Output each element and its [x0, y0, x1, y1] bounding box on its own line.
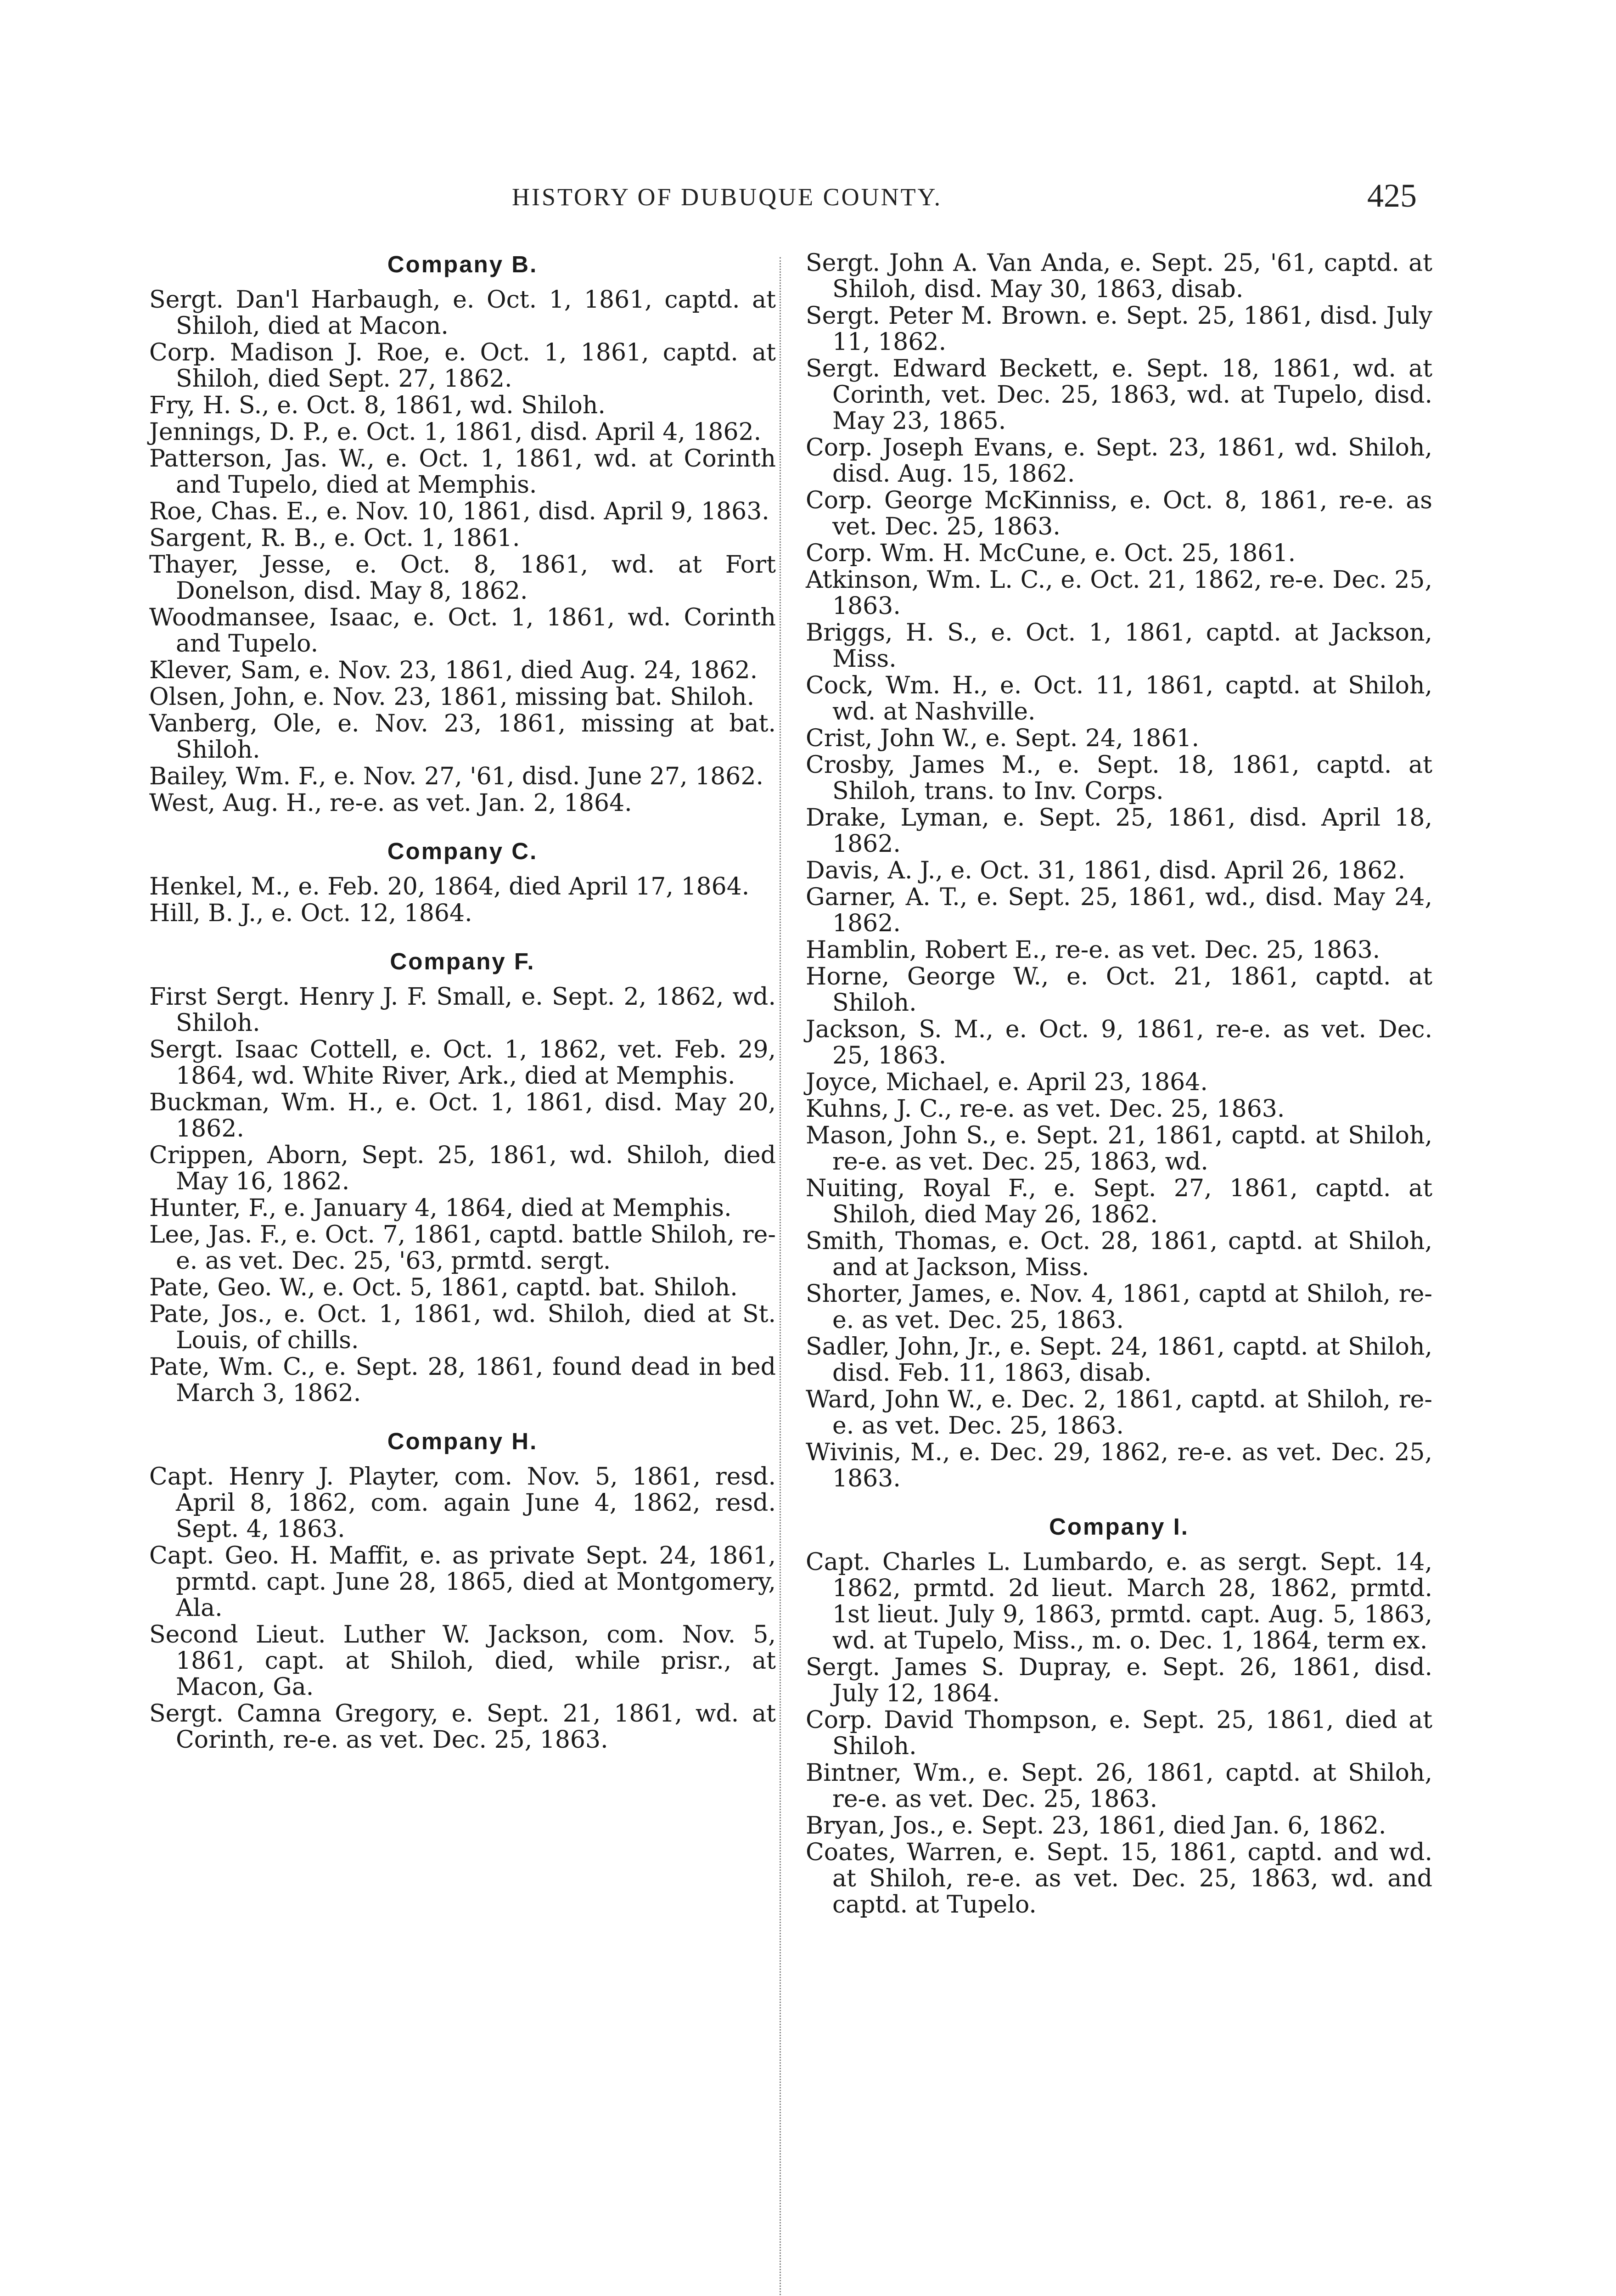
roster-entry: Capt. Charles L. Lumbardo, e. as sergt. Sept. 14, 1862, prmtd. 2d lieut. March 28, 1862, prmtd. 1st lieut. July 9, 1863, prmtd. capt. Aug. 5, 1863, wd. at Tupelo, Miss., m. o. Dec. 1, 1864, term ex. — [806, 1548, 1432, 1654]
roster-entry: Woodmansee, Isaac, e. Oct. 1, 1861, wd. Corinth and Tupelo. — [149, 604, 776, 658]
roster-entry: Mason, John S., e. Sept. 21, 1861, captd. at Shiloh, re-e. as vet. Dec. 25, 1863, wd. — [806, 1122, 1432, 1176]
roster-entry: Sadler, John, Jr., e. Sept. 24, 1861, captd. at Shiloh, disd. Feb. 11, 1863, disab. — [806, 1333, 1432, 1387]
roster-entry: Second Lieut. Luther W. Jackson, com. Nov. 5, 1861, capt. at Shiloh, died, while prisr., at Macon, Ga. — [149, 1621, 776, 1701]
roster-entry: Sergt. John A. Van Anda, e. Sept. 25, '61, captd. at Shiloh, disd. May 30, 1863, disab. — [806, 249, 1432, 303]
roster-entry: Roe, Chas. E., e. Nov. 10, 1861, disd. April 9, 1863. — [149, 498, 769, 525]
roster-entry: Vanberg, Ole, e. Nov. 23, 1861, missing at bat. Shiloh. — [149, 710, 776, 764]
roster-entry: Olsen, John, e. Nov. 23, 1861, missing bat. Shiloh. — [149, 683, 755, 711]
roster-entry: Shorter, James, e. Nov. 4, 1861, captd at Shiloh, re-e. as vet. Dec. 25, 1863. — [806, 1280, 1432, 1334]
roster-entry: Joyce, Michael, e. April 23, 1864. — [806, 1069, 1208, 1096]
roster-entry: Crist, John W., e. Sept. 24, 1861. — [806, 725, 1200, 752]
roster-entry: Sergt. Camna Gregory, e. Sept. 21, 1861, wd. at Corinth, re-e. as vet. Dec. 25, 1863. — [149, 1700, 776, 1754]
roster-entry: Briggs, H. S., e. Oct. 1, 1861, captd. at Jackson, Miss. — [806, 619, 1432, 673]
roster-entry: Crosby, James M., e. Sept. 18, 1861, captd. at Shiloh, trans. to Inv. Corps. — [806, 751, 1432, 805]
column-divider — [780, 257, 781, 2296]
roster-entry: Pate, Jos., e. Oct. 1, 1861, wd. Shiloh, died at St. Louis, of chills. — [149, 1300, 776, 1354]
roster-entry: Jackson, S. M., e. Oct. 9, 1861, re-e. as vet. Dec. 25, 1863. — [806, 1016, 1432, 1069]
left-column — [149, 250, 776, 1754]
roster-entry: Atkinson, Wm. L. C., e. Oct. 21, 1862, re-e. Dec. 25, 1863. — [806, 566, 1432, 620]
roster-entry: Corp. George McKinniss, e. Oct. 8, 1861, re-e. as vet. Dec. 25, 1863. — [806, 487, 1432, 540]
roster-entry: Hamblin, Robert E., re-e. as vet. Dec. 25, 1863. — [806, 936, 1380, 964]
company-h-continued-entries — [806, 250, 1432, 1492]
running-head: HISTORY OF DUBUQUE COUNTY. — [512, 183, 943, 211]
roster-entry: Jennings, D. P., e. Oct. 1, 1861, disd. April 4, 1862. — [149, 418, 762, 446]
roster-entry: Horne, George W., e. Oct. 21, 1861, captd. at Shiloh. — [806, 963, 1432, 1017]
roster-entry: Hill, B. J., e. Oct. 12, 1864. — [149, 900, 472, 927]
roster-entry: Corp. Wm. H. McCune, e. Oct. 25, 1861. — [806, 540, 1296, 567]
roster-entry: Patterson, Jas. W., e. Oct. 1, 1861, wd. at Corinth and Tupelo, died at Memphis. — [149, 445, 776, 499]
company-b-heading: Company B. — [387, 251, 538, 277]
roster-entry: Corp. David Thompson, e. Sept. 25, 1861, died at Shiloh. — [806, 1706, 1432, 1760]
company-i-entries — [806, 1549, 1432, 1918]
company-i-heading: Company I. — [1049, 1514, 1189, 1540]
roster-entry: Hunter, F., e. January 4, 1864, died at Memphis. — [149, 1194, 732, 1222]
roster-entry: Sergt. Dan'l Harbaugh, e. Oct. 1, 1861, captd. at Shiloh, died at Macon. — [149, 286, 776, 340]
roster-entry: Sergt. Peter M. Brown. e. Sept. 25, 1861, disd. July 11, 1862. — [806, 302, 1432, 356]
roster-entry: Sargent, R. B., e. Oct. 1, 1861. — [149, 524, 520, 552]
roster-entry: West, Aug. H., re-e. as vet. Jan. 2, 1864. — [149, 789, 632, 817]
roster-entry: Bailey, Wm. F., e. Nov. 27, '61, disd. June 27, 1862. — [149, 763, 763, 790]
company-c-entries — [149, 874, 776, 927]
roster-entry: Corp. Madison J. Roe, e. Oct. 1, 1861, captd. at Shiloh, died Sept. 27, 1862. — [149, 339, 776, 393]
roster-entry: First Sergt. Henry J. F. Small, e. Sept. 2, 1862, wd. Shiloh. — [149, 983, 776, 1037]
roster-entry: Buckman, Wm. H., e. Oct. 1, 1861, disd. May 20, 1862. — [149, 1089, 776, 1142]
company-h-entries — [149, 1464, 776, 1753]
company-f-entries — [149, 984, 776, 1407]
roster-entry: Coates, Warren, e. Sept. 15, 1861, captd. and wd. at Shiloh, re-e. as vet. Dec. 25, 1863, wd. and captd. at Tupelo. — [806, 1839, 1432, 1919]
roster-entry: Sergt. Isaac Cottell, e. Oct. 1, 1862, vet. Feb. 29, 1864, wd. White River, Ark., died at Memphis. — [149, 1036, 776, 1090]
roster-entry: Fry, H. S., e. Oct. 8, 1861, wd. Shiloh. — [149, 392, 606, 419]
roster-entry: Capt. Geo. H. Maffit, e. as private Sept. 24, 1861, prmtd. capt. June 28, 1865, died at Montgomery, Ala. — [149, 1542, 776, 1622]
roster-entry: Drake, Lyman, e. Sept. 25, 1861, disd. April 18, 1862. — [806, 804, 1432, 858]
roster-entry: Lee, Jas. F., e. Oct. 7, 1861, captd. battle Shiloh, re-e. as vet. Dec. 25, '63, prmtd. sergt. — [149, 1221, 776, 1275]
roster-entry: Kuhns, J. C., re-e. as vet. Dec. 25, 1863. — [806, 1095, 1285, 1123]
roster-entry: Pate, Wm. C., e. Sept. 28, 1861, found dead in bed March 3, 1862. — [149, 1353, 776, 1407]
roster-entry: Klever, Sam, e. Nov. 23, 1861, died Aug. 24, 1862. — [149, 657, 758, 684]
company-h-heading: Company H. — [387, 1428, 538, 1454]
roster-entry: Bintner, Wm., e. Sept. 26, 1861, captd. at Shiloh, re-e. as vet. Dec. 25, 1863. — [806, 1759, 1432, 1813]
roster-entry: Crippen, Aborn, Sept. 25, 1861, wd. Shiloh, died May 16, 1862. — [149, 1142, 776, 1195]
company-c-heading: Company C. — [387, 838, 538, 864]
page-number: 425 — [1367, 177, 1417, 214]
roster-entry: Pate, Geo. W., e. Oct. 5, 1861, captd. bat. Shiloh. — [149, 1274, 738, 1301]
roster-entry: Ward, John W., e. Dec. 2, 1861, captd. at Shiloh, re-e. as vet. Dec. 25, 1863. — [806, 1386, 1432, 1440]
roster-entry: Nuiting, Royal F., e. Sept. 27, 1861, captd. at Shiloh, died May 26, 1862. — [806, 1175, 1432, 1228]
roster-entry: Bryan, Jos., e. Sept. 23, 1861, died Jan. 6, 1862. — [806, 1812, 1386, 1840]
roster-entry: Davis, A. J., e. Oct. 31, 1861, disd. April 26, 1862. — [806, 857, 1406, 884]
roster-entry: Smith, Thomas, e. Oct. 28, 1861, captd. at Shiloh, and at Jackson, Miss. — [806, 1227, 1432, 1281]
roster-entry: Wivinis, M., e. Dec. 29, 1862, re-e. as vet. Dec. 25, 1863. — [806, 1439, 1432, 1492]
roster-entry: Henkel, M., e. Feb. 20, 1864, died April 17, 1864. — [149, 873, 750, 900]
roster-entry: Capt. Henry J. Playter, com. Nov. 5, 1861, resd. April 8, 1862, com. again June 4, 1862, resd. Sept. 4, 1863. — [149, 1463, 776, 1543]
company-f-heading: Company F. — [390, 948, 535, 974]
roster-entry: Cock, Wm. H., e. Oct. 11, 1861, captd. at Shiloh, wd. at Nashville. — [806, 672, 1432, 726]
roster-entry: Thayer, Jesse, e. Oct. 8, 1861, wd. at Fort Donelson, disd. May 8, 1862. — [149, 551, 776, 605]
right-column — [806, 250, 1432, 1919]
roster-entry: Garner, A. T., e. Sept. 25, 1861, wd., disd. May 24, 1862. — [806, 884, 1432, 937]
roster-entry: Corp. Joseph Evans, e. Sept. 23, 1861, wd. Shiloh, disd. Aug. 15, 1862. — [806, 434, 1432, 488]
company-b-entries — [149, 287, 776, 816]
roster-entry: Sergt. James S. Dupray, e. Sept. 26, 1861, disd. July 12, 1864. — [806, 1654, 1432, 1707]
roster-entry: Sergt. Edward Beckett, e. Sept. 18, 1861, wd. at Corinth, vet. Dec. 25, 1863, wd. at Tupelo, disd. May 23, 1865. — [806, 355, 1432, 435]
